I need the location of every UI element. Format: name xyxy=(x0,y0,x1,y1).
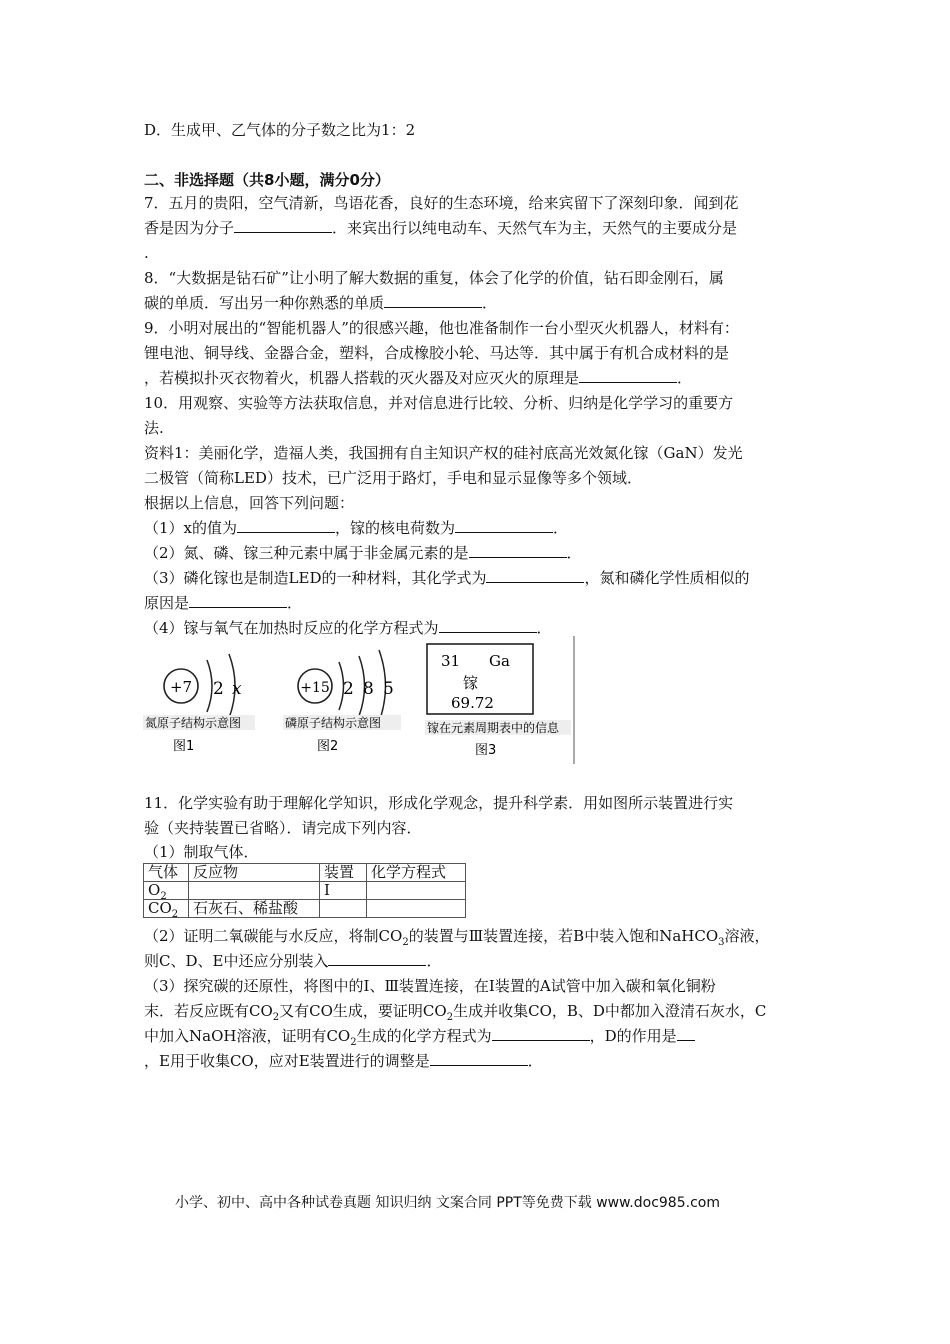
text: （2）氮、磷、镓三种元素中属于非金属元素的是 xyxy=(144,544,469,562)
figure-panel xyxy=(143,636,578,764)
fig2-label: 图2 xyxy=(317,739,339,754)
fig3-symbol: Ga xyxy=(489,652,510,670)
answer-blank[interactable] xyxy=(237,518,335,533)
fig1-label: 图1 xyxy=(173,739,195,754)
q10-line4: 二极管（简称LED）技术，已广泛用于路灯，手电和显示显像等多个领域． xyxy=(144,469,642,487)
q10-part2 xyxy=(144,543,582,563)
fig3-name: 镓 xyxy=(463,674,479,692)
question-d-option: D．生成甲、乙气体的分子数之比为1：2 xyxy=(144,121,416,139)
fig1-caption: 氮原子结构示意图 xyxy=(145,716,242,730)
text: ． xyxy=(536,619,552,637)
answer-blank[interactable] xyxy=(486,568,584,583)
answer-blank[interactable] xyxy=(384,293,482,308)
text: ． xyxy=(426,952,442,970)
table-header: 气体 xyxy=(144,864,189,882)
q7-line1: 7．五月的贵阳，空气清新，鸟语花香，良好的生态环境，给来宾留下了深刻印象．闻到花 xyxy=(144,194,739,212)
subscript: 2 xyxy=(446,1012,454,1023)
subscript: 2 xyxy=(402,937,409,948)
fig2-shell1: 2 xyxy=(343,679,354,699)
text: ，D的作用是 xyxy=(589,1027,677,1045)
q8-line2 xyxy=(144,293,497,313)
text: 中加入NaOH溶液，证明有CO xyxy=(144,1027,351,1045)
text: 溶液， xyxy=(724,927,770,945)
q11-part3a: （3）探究碳的还原性，将图中的Ⅰ、Ⅲ装置连接，在Ⅰ装置的A试管中加入碳和氧化铜粉 xyxy=(144,977,716,995)
subscript: 3 xyxy=(718,937,725,948)
text: （4）镓与氧气在加热时反应的化学方程式为 xyxy=(144,619,439,637)
q10-line5: 根据以上信息，回答下列问题： xyxy=(144,494,355,512)
q11-line2: 验（夹持装置已省略）．请完成下列内容． xyxy=(144,819,422,837)
text: 碳的单质．写出另一种你熟悉的单质 xyxy=(144,294,385,312)
q11-part3b xyxy=(144,1001,766,1021)
fig2-shell2: 8 xyxy=(363,679,374,699)
table-cell[interactable] xyxy=(320,900,367,918)
text: （2）证明二氧碳能与水反应，将制CO xyxy=(144,927,403,945)
subscript: 2 xyxy=(160,891,167,902)
q7-line3: . xyxy=(144,244,149,262)
section-heading: 二、非选择题（共8小题，满分0分） xyxy=(144,171,390,189)
q9-line3 xyxy=(144,368,692,388)
text: 香是因为分子 xyxy=(144,219,235,237)
fig2-shell3: 5 xyxy=(383,679,394,699)
q9-line2: 锂电池、铜导线、金器合金，塑料，合成橡胶小轮、马达等．其中属于有机合成材料的是 xyxy=(144,344,730,362)
subscript: 2 xyxy=(171,909,179,920)
q10-line2: 法. xyxy=(144,419,164,437)
text: 生成的化学方程式为 xyxy=(356,1027,492,1045)
q10-part4 xyxy=(144,618,552,638)
cell-text: O xyxy=(148,881,161,899)
q11-part1: （1）制取气体． xyxy=(144,843,259,861)
text: ，若模拟扑灭衣物着火，机器人搭载的灭火器及对应灭火的原理是 xyxy=(144,369,580,387)
q9-line1: 9．小明对展出的“智能机器人”的很感兴趣，他也准备制作一台小型灭火机器人，材料有： xyxy=(144,319,739,337)
text: （3）磷化镓也是制造LED的一种材料，其化学式为 xyxy=(144,569,487,587)
text: ，E用于收集CO，应对E装置进行的调整是 xyxy=(144,1052,430,1070)
answer-blank[interactable] xyxy=(469,543,567,558)
q10-part1 xyxy=(144,518,568,538)
table-row xyxy=(144,882,466,900)
table-header: 装置 xyxy=(320,864,367,882)
answer-blank[interactable] xyxy=(579,368,677,383)
fig2-nucleus: +15 xyxy=(300,680,330,696)
table-cell xyxy=(144,900,189,918)
answer-blank[interactable] xyxy=(430,1051,528,1066)
q8-line1: 8．“大数据是钻石矿”让小明了解大数据的重复，体会了化学的价值，钻石即金刚石，属 xyxy=(144,269,724,287)
text: 末．若反应既有CO xyxy=(144,1002,273,1020)
fig1-shell2: x xyxy=(232,679,242,699)
fig3-caption: 镓在元素周期表中的信息 xyxy=(427,721,560,735)
text: 则C、D、E中还应分别装入 xyxy=(144,952,329,970)
text: ． xyxy=(287,594,303,612)
table-cell: 石灰石、稀盐酸 xyxy=(189,900,320,918)
answer-blank[interactable] xyxy=(439,618,537,633)
q7-line2 xyxy=(144,218,737,238)
text: 的装置与Ⅲ装置连接，若B中装入饱和NaHCO xyxy=(408,927,719,945)
q11-line1: 11．化学实验有助于理解化学知识，形成化学观念，提升科学素．用如图所示装置进行实 xyxy=(144,794,734,812)
text: 又有CO生成，要证明CO xyxy=(279,1002,447,1020)
fig3-label: 图3 xyxy=(475,743,497,758)
subscript: 2 xyxy=(272,1012,280,1023)
text: ，镓的核电荷数为 xyxy=(335,519,456,537)
table-cell: Ⅰ xyxy=(320,882,367,900)
table-cell[interactable] xyxy=(367,900,466,918)
cell-text: CO xyxy=(148,899,172,917)
text: ． xyxy=(566,544,582,562)
q10-line3: 资料1：美丽化学，造福人类，我国拥有自主知识产权的硅衬底高光效氮化镓（GaN）发光 xyxy=(144,444,743,462)
q11-part2a xyxy=(144,926,770,946)
q10-line1: 10．用观察、实验等方法获取信息，并对信息进行比较、分析、归纳是化学学习的重要方 xyxy=(144,394,734,412)
answer-blank[interactable] xyxy=(234,218,332,233)
q11-part3d xyxy=(144,1051,543,1071)
text: ．来宾出行以纯电动车、天然气车为主，天然气的主要成分是 xyxy=(332,219,738,237)
subscript: 2 xyxy=(350,1037,357,1048)
answer-blank[interactable] xyxy=(328,951,426,966)
fig3-number: 31 xyxy=(441,652,461,670)
fig1-nucleus: +7 xyxy=(169,678,193,696)
table-header-row xyxy=(144,864,466,882)
table-row xyxy=(144,900,466,918)
table-header: 反应物 xyxy=(189,864,320,882)
answer-blank[interactable] xyxy=(455,518,553,533)
text: 生成并收集CO，B、D中都加入澄清石灰水，C xyxy=(453,1002,767,1020)
text: ． xyxy=(553,519,569,537)
fig2-caption: 磷原子结构示意图 xyxy=(285,716,382,730)
fig1-shell1: 2 xyxy=(213,679,224,699)
table-cell[interactable] xyxy=(367,882,466,900)
q10-part3b xyxy=(144,593,302,613)
text: ． xyxy=(527,1052,543,1070)
answer-blank[interactable] xyxy=(492,1026,590,1041)
text: 原因是 xyxy=(144,594,190,612)
answer-blank[interactable] xyxy=(677,1026,695,1041)
shell-arc xyxy=(207,660,212,712)
q11-part2b xyxy=(144,951,441,971)
text: ． xyxy=(677,369,693,387)
q10-part3 xyxy=(144,568,750,588)
table-cell[interactable] xyxy=(189,882,320,900)
text: ． xyxy=(482,294,498,312)
gas-table xyxy=(143,863,466,918)
fig3-mass: 69.72 xyxy=(451,694,494,712)
table-header: 化学方程式 xyxy=(367,864,466,882)
text: ，氮和磷化学性质相似的 xyxy=(584,569,750,587)
page-footer: 小学、初中、高中各种试卷真题 知识归纳 文案合同 PPT等免费下载 www.doc985.com xyxy=(175,1195,720,1211)
text: （1）x的值为 xyxy=(144,519,238,537)
q11-part3c xyxy=(144,1026,695,1046)
table-cell xyxy=(144,882,189,900)
answer-blank[interactable] xyxy=(189,593,287,608)
